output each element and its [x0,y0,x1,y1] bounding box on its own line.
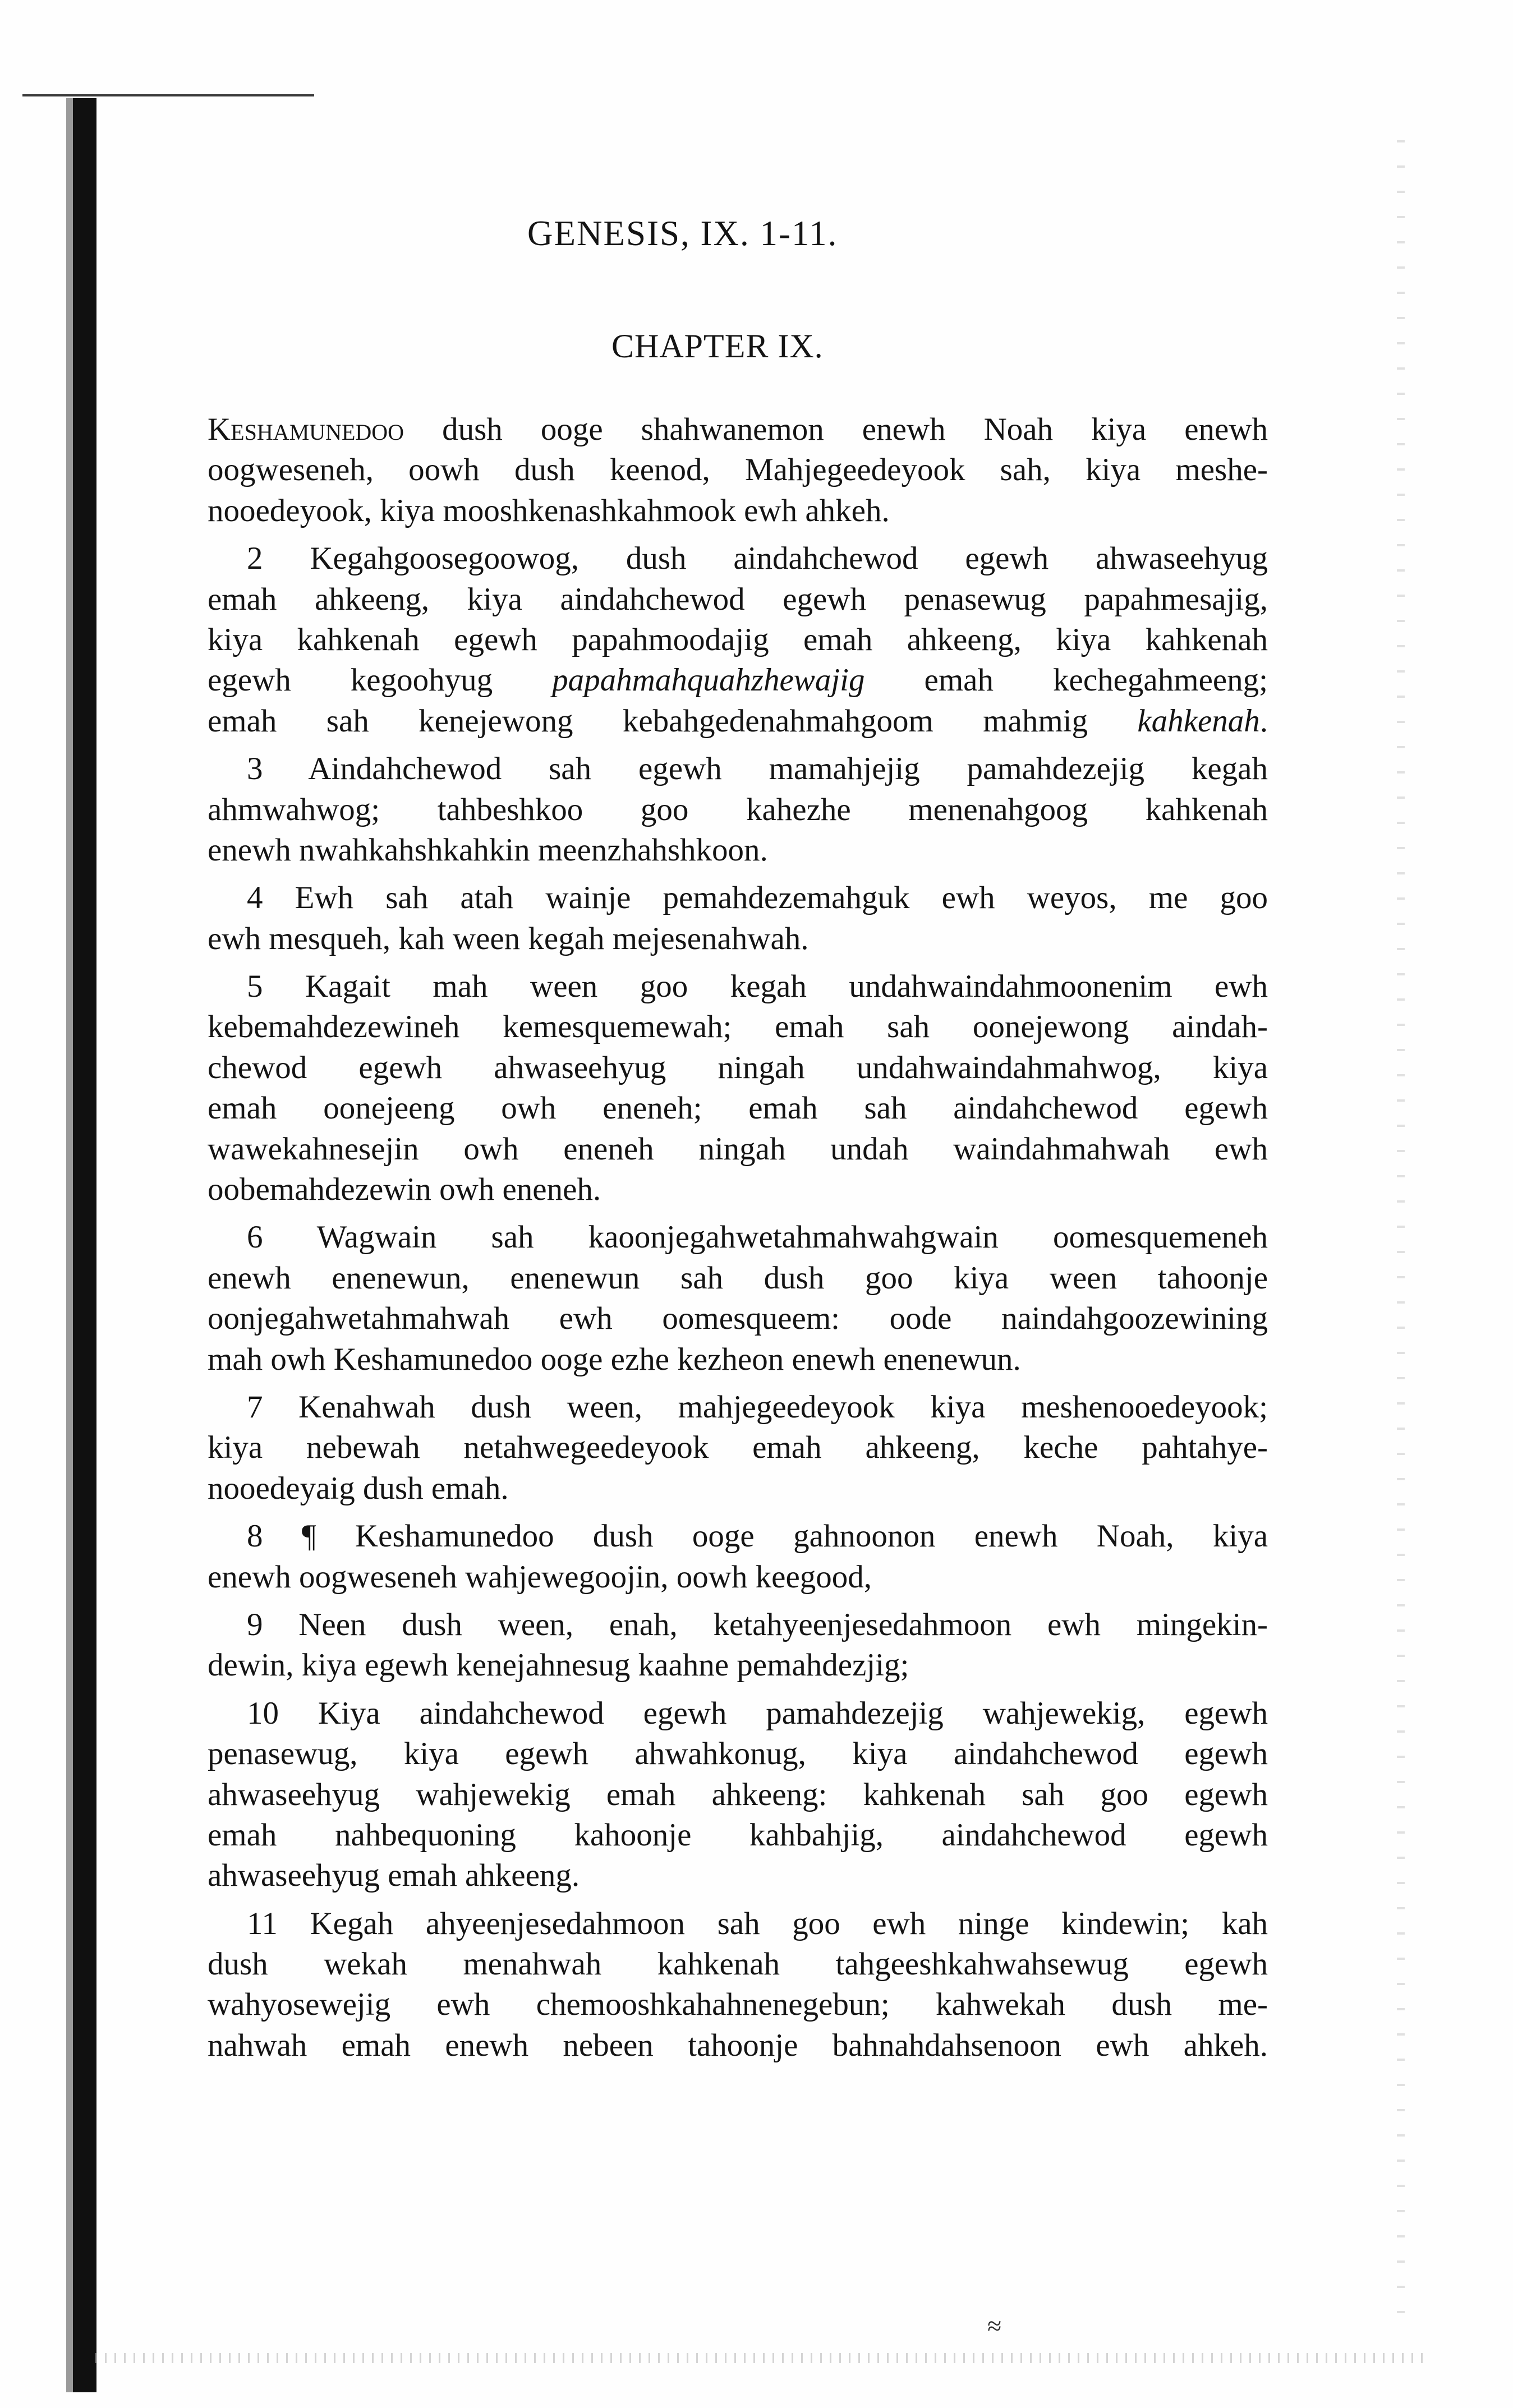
binding-shadow [66,98,73,2392]
verse-line: nooedeyaig dush emah. [208,1470,509,1506]
verse-line: emah ahkeeng, kiya aindahchewod egewh penasewug papahmesajig, [208,581,1268,617]
verse-line: enewh oogweseneh wahjewegoojin, oowh keegood, [208,1559,872,1595]
binding-edge [73,98,96,2392]
verse-3 [208,749,1268,871]
italic-word: kahkenah [1137,703,1260,739]
bottom-edge-speckle [95,2353,1425,2363]
verse-line: kiya nebewah netahwegeedeyook emah ahkeeng, keche pahtahye- [208,1430,1268,1466]
verse-line: chewod egewh ahwaseehyug ningah undahwaindahmahwog, kiya [208,1049,1268,1085]
verse-line: 5 Kagait mah ween goo kegah undahwaindahmoonenim ewh [247,969,1268,1005]
verse-10 [208,1693,1268,1896]
verse-line: emah oonejeeng owh eneneh; emah sah aindahchewod egewh [208,1090,1268,1126]
verse-line: 10 Kiya aindahchewod egewh pamahdezejig wahjewekig, egewh [247,1695,1268,1731]
footer-ink-mark: ≈ [987,2312,1002,2340]
verse-line: wawekahnesejin owh eneneh ningah undah waindahmahwah ewh [208,1131,1268,1167]
verse-line: enewh nwahkahshkahkin meenzhahshkoon. [208,832,768,868]
verse-1 [208,409,1268,531]
verse-line: Keshamunedoo dush ooge shahwanemon enewh Noah kiya enewh [208,412,1268,447]
verse-line: 9 Neen dush ween, enah, ketahyeenjesedahmoon ewh mingekin- [247,1606,1268,1642]
verse-8 [208,1516,1268,1597]
chapter-text [208,409,1268,2073]
chapter-heading: CHAPTER IX. [611,328,824,365]
verse-7 [208,1387,1268,1509]
verse-line: 4 Ewh sah atah wainje pemahdezemahguk ewh weyos, me goo [247,880,1268,916]
verse-line: ewh mesqueh, kah ween kegah mejesenahwah. [208,920,809,956]
verse-2 [208,538,1268,742]
verse-line: wahyosewejig ewh chemooshkahahnenegebun; kahwekah dush me- [208,1987,1268,2023]
verse-line: dewin, kiya egewh kenejahnesug kaahne pemahdezjig; [208,1647,909,1683]
top-rule [22,94,314,96]
verse-9 [208,1605,1268,1686]
verse-lead-word: Keshamunedoo [208,412,404,447]
verse-4 [208,878,1268,959]
verse-line: emah nahbequoning kahoonje kahbahjig, aindahchewod egewh [208,1817,1268,1853]
verse-line: oonjegahwetahmahwah ewh oomesqueem: oode naindahgoozewining [208,1301,1268,1337]
verse-line: enewh enenewun, enenewun sah dush goo kiya ween tahoonje [208,1260,1268,1296]
verse-line: 7 Kenahwah dush ween, mahjegeedeyook kiya meshenooedeyook; [247,1389,1268,1425]
running-head: GENESIS, IX. 1-11. [527,214,838,253]
verse-line: ahwaseehyug wahjewekig emah ahkeeng: kahkenah sah goo egewh [208,1776,1268,1812]
verse-line: 8 ¶ Keshamunedoo dush ooge gahnoonon enewh Noah, kiya [247,1518,1268,1554]
verse-line: penasewug, kiya egewh ahwahkonug, kiya aindahchewod egewh [208,1736,1268,1772]
verse-line: nooedeyook, kiya mooshkenashkahmook ewh ahkeh. [208,492,890,528]
verse-6 [208,1217,1268,1380]
verse-line: kebemahdezewineh kemesquemewah; emah sah oonejewong aindah- [208,1009,1268,1045]
verse-line: emah sah kenejewong kebahgedenahmahgoom mahmig kahkenah. [208,703,1268,739]
verse-line: mah owh Keshamunedoo ooge ezhe kezheon enewh enenewun. [208,1341,1021,1377]
verse-5 [208,966,1268,1210]
verse-line: nahwah emah enewh nebeen tahoonje bahnahdahsenoon ewh ahkeh. [208,2027,1268,2063]
verse-line: 6 Wagwain sah kaoonjegahwetahmahwahgwain oomesquemeneh [247,1219,1268,1255]
verse-line: kiya kahkenah egewh papahmoodajig emah ahkeeng, kiya kahkenah [208,621,1268,657]
verse-line: dush wekah menahwah kahkenah tahgeeshkahwahsewug egewh [208,1946,1268,1982]
verse-line: 3 Aindahchewod sah egewh mamahjejig pamahdezejig kegah [247,751,1268,787]
verse-line: 2 Kegahgoosegoowog, dush aindahchewod egewh ahwaseehyug [247,541,1268,577]
verse-line: egewh kegoohyug papahmahquahzhewajig emah kechegahmeeng; [208,662,1268,698]
right-edge-speckle [1397,140,1405,2328]
italic-word: papahmahquahzhewajig [552,662,865,698]
verse-11 [208,1904,1268,2066]
verse-line: oogweseneh, oowh dush keenod, Mahjegeedeyook sah, kiya meshe- [208,452,1268,488]
verse-line: 11 Kegah ahyeenjesedahmoon sah goo ewh ninge kindewin; kah [247,1905,1268,1941]
verse-line: ahmwahwog; tahbeshkoo goo kahezhe menenahgoog kahkenah [208,791,1268,827]
verse-line: oobemahdezewin owh eneneh. [208,1172,601,1208]
verse-line: ahwaseehyug emah ahkeeng. [208,1858,580,1894]
